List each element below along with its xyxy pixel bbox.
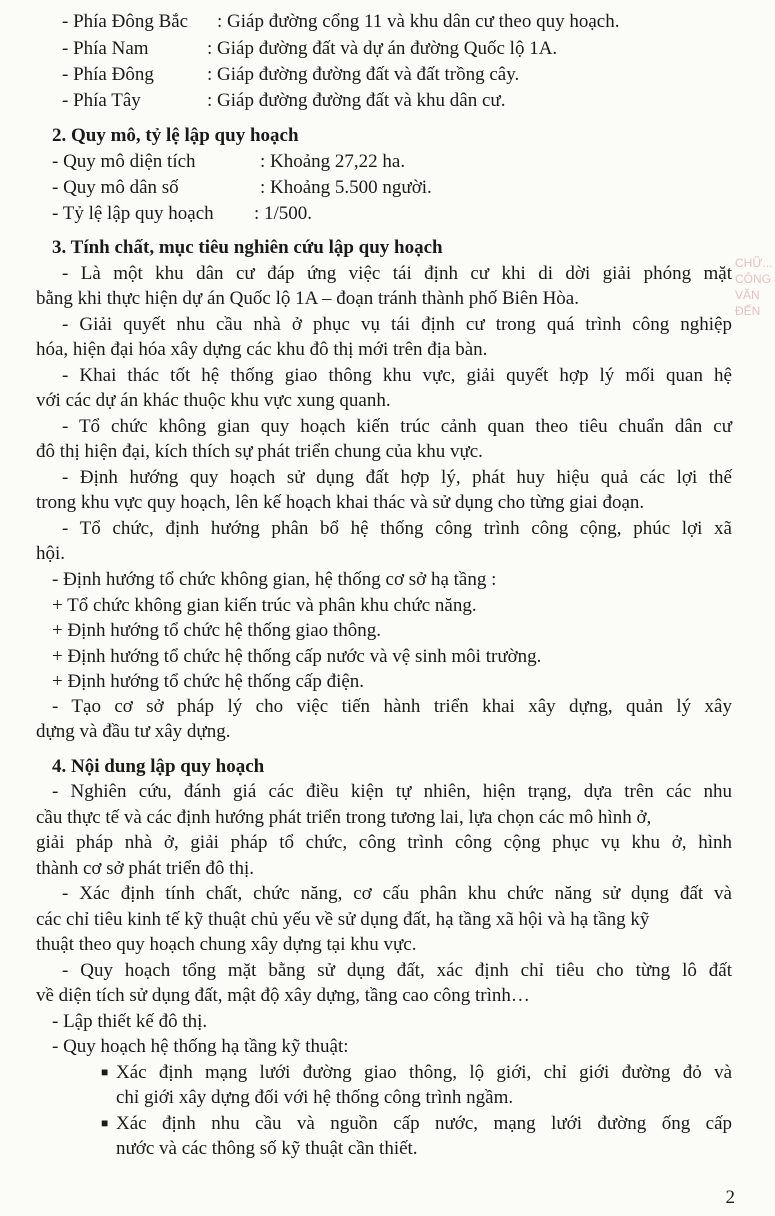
body-line: - Tạo cơ sở pháp lý cho việc tiến hành triển khai xây dựng, quản lý xây	[52, 696, 732, 717]
square-bullet-icon: ■	[101, 1065, 109, 1079]
location-label: - Phía Nam	[62, 38, 149, 59]
body-line: - Định hướng tổ chức không gian, hệ thống cơ sở hạ tầng :	[52, 569, 497, 590]
location-text: : Giáp đường cổng 11 và khu dân cư theo quy hoạch.	[217, 11, 620, 32]
square-bullet-icon: ■	[101, 1116, 109, 1130]
bullet-line: Xác định mạng lưới đường giao thông, lộ giới, chỉ giới đường đỏ và	[116, 1062, 732, 1083]
stamp-line: VĂN	[735, 288, 760, 302]
body-line: - Tổ chức không gian quy hoạch kiến trúc cảnh quan theo tiêu chuẩn dân cư	[62, 416, 732, 437]
body-line: đô thị hiện đại, kích thích sự phát triển chung của khu vực.	[36, 441, 483, 462]
body-line: cầu thực tế và các định hướng phát triển trong tương lai, lựa chọn các mô hình ở,	[36, 807, 652, 828]
body-line: + Tổ chức không gian kiến trúc và phân khu chức năng.	[52, 595, 477, 616]
body-line: + Định hướng tổ chức hệ thống cấp nước và vệ sinh môi trường.	[52, 646, 542, 667]
location-text: : Giáp đường đường đất và khu dân cư.	[207, 90, 506, 111]
location-label: - Phía Đông	[62, 64, 154, 85]
body-line: - Quy hoạch hệ thống hạ tầng kỹ thuật:	[52, 1036, 349, 1057]
scale-label: - Tỷ lệ lập quy hoạch	[52, 203, 214, 224]
scale-label: - Quy mô dân số	[52, 177, 179, 198]
section-2-heading: 2. Quy mô, tỷ lệ lập quy hoạch	[52, 125, 299, 146]
bullet-line: nước và các thông số kỹ thuật cần thiết.	[116, 1138, 418, 1159]
body-line: hội.	[36, 543, 66, 564]
location-item-west	[62, 89, 505, 112]
body-line: - Quy hoạch tổng mặt bằng sử dụng đất, xác định chỉ tiêu cho từng lô đất	[62, 960, 732, 981]
body-line: dựng và đầu tư xây dựng.	[36, 721, 231, 742]
body-line: - Khai thác tốt hệ thống giao thông khu vực, giải quyết hợp lý mối quan hệ	[62, 365, 732, 386]
bullet-line: Xác định nhu cầu và nguồn cấp nước, mạng lưới đường ống cấp	[116, 1113, 732, 1134]
body-line: thuật theo quy hoạch chung xây dựng tại khu vực.	[36, 934, 417, 955]
body-line: với các dự án khác thuộc khu vực xung quanh.	[36, 390, 391, 411]
scale-item-area	[52, 150, 405, 173]
body-line: bằng khi thực hiện dự án Quốc lộ 1A – đoạn tránh thành phố Biên Hòa.	[36, 288, 579, 309]
location-text: : Giáp đường đất và dự án đường Quốc lộ 1A.	[207, 38, 558, 59]
body-line: - Xác định tính chất, chức năng, cơ cấu phân khu chức năng sử dụng đất và	[62, 883, 732, 904]
body-line: trong khu vực quy hoạch, lên kế hoạch khai thác và sử dụng cho từng giai đoạn.	[36, 492, 645, 513]
body-line: - Tổ chức, định hướng phân bổ hệ thống công trình công cộng, phúc lợi xã	[62, 518, 732, 539]
stamp-line: CHỮ...	[735, 256, 773, 270]
scale-item-population	[52, 176, 432, 199]
body-line: - Lập thiết kế đô thị.	[52, 1011, 208, 1032]
body-line: giải pháp nhà ở, giải pháp tổ chức, công trình công cộng phục vụ khu ở, hình	[36, 832, 732, 853]
scale-text: : Khoảng 5.500 người.	[260, 177, 432, 198]
page-number: 2	[725, 1187, 735, 1208]
scale-item-ratio	[52, 202, 312, 225]
location-item-south	[62, 37, 557, 60]
body-line: - Là một khu dân cư đáp ứng việc tái định cư khi di dời giải phóng mặt	[62, 263, 732, 284]
scale-label: - Quy mô diện tích	[52, 151, 196, 172]
body-line: về diện tích sử dụng đất, mật độ xây dựng, tầng cao công trình…	[36, 985, 530, 1006]
scale-text: : 1/500.	[254, 203, 313, 224]
stamp-line: CÔNG	[735, 272, 771, 286]
body-line: - Nghiên cứu, đánh giá các điều kiện tự nhiên, hiện trạng, dựa trên các nhu	[52, 781, 732, 802]
scale-text: : Khoảng 27,22 ha.	[260, 151, 406, 172]
body-line: - Định hướng quy hoạch sử dụng đất hợp lý, phát huy hiệu quả các lợi thế	[62, 467, 732, 488]
location-item-east	[62, 63, 519, 86]
location-item-northeast	[62, 10, 619, 33]
section-4-heading: 4. Nội dung lập quy hoạch	[52, 756, 265, 777]
body-line: hóa, hiện đại hóa xây dựng các khu đô thị mới trên địa bàn.	[36, 339, 488, 360]
body-line: + Định hướng tổ chức hệ thống giao thông.	[52, 620, 381, 641]
location-label: - Phía Tây	[62, 90, 141, 111]
section-3-heading: 3. Tính chất, mục tiêu nghiên cứu lập quy hoạch	[52, 237, 443, 258]
body-line: + Định hướng tổ chức hệ thống cấp điện.	[52, 671, 365, 692]
stamp-watermark	[735, 255, 775, 365]
stamp-line: ĐẾN	[735, 304, 761, 318]
body-line: - Giải quyết nhu cầu nhà ở phục vụ tái định cư trong quá trình công nghiệp	[62, 314, 732, 335]
body-line: thành cơ sở phát triển đô thị.	[36, 858, 254, 879]
location-label: - Phía Đông Bắc	[62, 11, 189, 32]
location-text: : Giáp đường đường đất và đất trồng cây.	[207, 64, 520, 85]
bullet-line: chỉ giới xây dựng đối với hệ thống công trình ngầm.	[116, 1087, 514, 1108]
body-line: các chỉ tiêu kinh tế kỹ thuật chủ yếu về sử dụng đất, hạ tầng xã hội và hạ tầng kỹ	[36, 909, 650, 930]
